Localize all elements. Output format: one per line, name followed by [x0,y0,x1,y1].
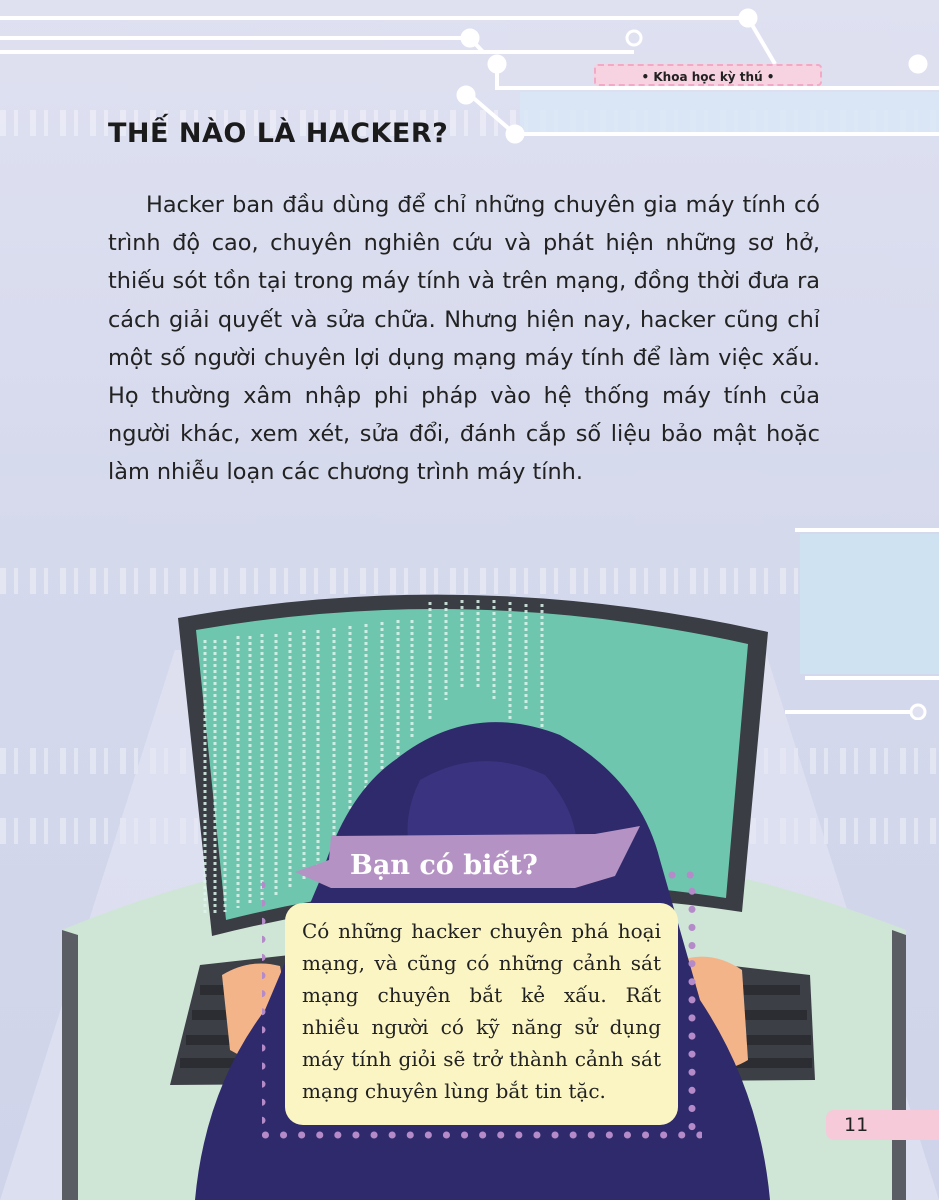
callout-text: Có những hacker chuyên phá hoại mạng, và cũng có những cảnh sát mạng chuyên bắt kẻ xấu. Rất nhiều người có kỹ năng sử dụng máy tính giỏi sẽ trở thành cảnh sát mạng chuyên lùng bắt tin tặc. [302,919,661,1103]
callout-title: Bạn có biết? [350,850,538,881]
article-title: THẾ NÀO LÀ HACKER? [108,118,449,149]
section-tag: • Khoa học kỳ thú • [594,64,822,86]
callout-box [285,903,678,1125]
page-number: 11 [826,1110,939,1140]
article-body: Hacker ban đầu dùng để chỉ những chuyên gia máy tính có trình độ cao, chuyên nghiên cứu và phát hiện những sơ hở, thiếu sót tồn tại trong máy tính và trên mạng, đồng thời đưa ra cách giải quyết và sửa chữa. Nhưng hiện nay, hacker cũng chỉ một số người chuyên lợi dụng mạng máy tính để làm việc xấu. Họ thường xâm nhập phi pháp vào hệ thống máy tính của người khác, xem xét, sửa đổi, đánh cắp số liệu bảo mật hoặc làm nhiễu loạn các chương trình máy tính. [108,192,820,486]
